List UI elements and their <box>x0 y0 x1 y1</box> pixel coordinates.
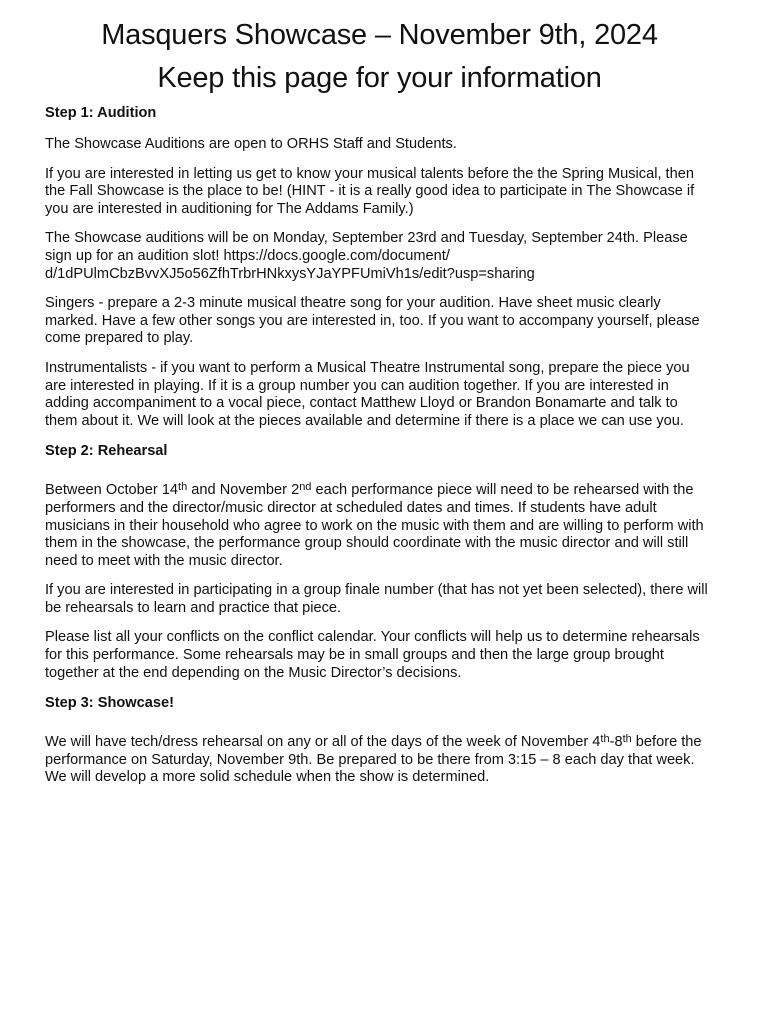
step3-p1-text-b: -8 <box>609 734 623 751</box>
page-title <box>45 14 714 100</box>
step3-paragraph-1 <box>45 734 714 787</box>
step2-p1-text-a: Between October 14 <box>45 482 179 499</box>
step2-paragraph-3: Please list all your conflicts on the conflict calendar. Your conflicts will help us to determine rehearsals for this performance. Some rehearsals may be in small groups and then the large group brought together at the end depending on the Music Director’s decisions. <box>45 629 700 681</box>
step2-p1-sup-1: th <box>178 481 188 494</box>
step2-p1-text-b: and November 2 <box>187 482 300 499</box>
step2-paragraph-2: If you are interested in participating in a group finale number (that has not yet been selected), there will be rehearsals to learn and practice that piece. <box>45 582 708 616</box>
step1-paragraph-4: Singers - prepare a 2-3 minute musical theatre song for your audition. Have sheet music clearly marked. Have a few other songs you are interested in, too. If you want to accompany yourself, please come prepared to play. <box>45 295 700 347</box>
step1-paragraph-2: If you are interested in letting us get to know your musical talents before the the Spring Musical, then the Fall Showcase is the place to be! (HINT - it is a really good idea to participate in The Showcase if you are interested in auditioning for The Addams Family.) <box>45 165 695 217</box>
step2-p1-text-c: each performance piece will need to be rehearsed with the performers and the director/music director at scheduled dates and times. If students have adult musicians in their household who agree to work on the music with them and are willing to perform with them in the showcase, the performance group should coordinate with the music director and will still need to meet with the music director. <box>45 482 704 569</box>
step3-p1-sup-2: th <box>622 733 632 746</box>
step3-p1-text-a: We will have tech/dress rehearsal on any or all of the days of the week of November 4 <box>45 734 601 751</box>
step2-p1-sup-2: nd <box>299 481 312 494</box>
step3-heading: Step 3: Showcase! <box>45 695 174 712</box>
step1-paragraph-5: Instrumentalists - if you want to perform a Musical Theatre Instrumental song, prepare the piece you are interested in playing. If it is a group number you can audition together. If you are interested in adding accompaniment to a vocal piece, contact Matthew Lloyd or Brandon Bonamarte and talk to them about it. We will look at the pieces available and determine if there is a place we can use you. <box>45 359 690 429</box>
step3-p1-text-c: before the performance on Saturday, November 9th. Be prepared to be there from 3:15 – 8 each day that week. We will develop a more solid schedule when the show is determined. <box>45 734 702 786</box>
step2-paragraph-1 <box>45 482 714 570</box>
step1-paragraph-1: The Showcase Auditions are open to ORHS Staff and Students. <box>45 136 457 152</box>
title-line-2: Keep this page for your information <box>157 62 602 94</box>
step2-heading: Step 2: Rehearsal <box>45 443 168 460</box>
step1-heading: Step 1: Audition <box>45 105 157 121</box>
title-line-1: Masquers Showcase – November 9th, 2024 <box>101 19 658 51</box>
step3-p1-sup-1: th <box>600 733 610 746</box>
step1-paragraph-3: The Showcase auditions will be on Monday, September 23rd and Tuesday, September 24th. Please sign up for an audition slot! https://docs.google.com/document/ d/1dPUlmCbzBvvXJ5o56ZfhTrbrHNkxysYJaYPFUmiVh1s/edit?usp=sharing <box>45 230 688 282</box>
